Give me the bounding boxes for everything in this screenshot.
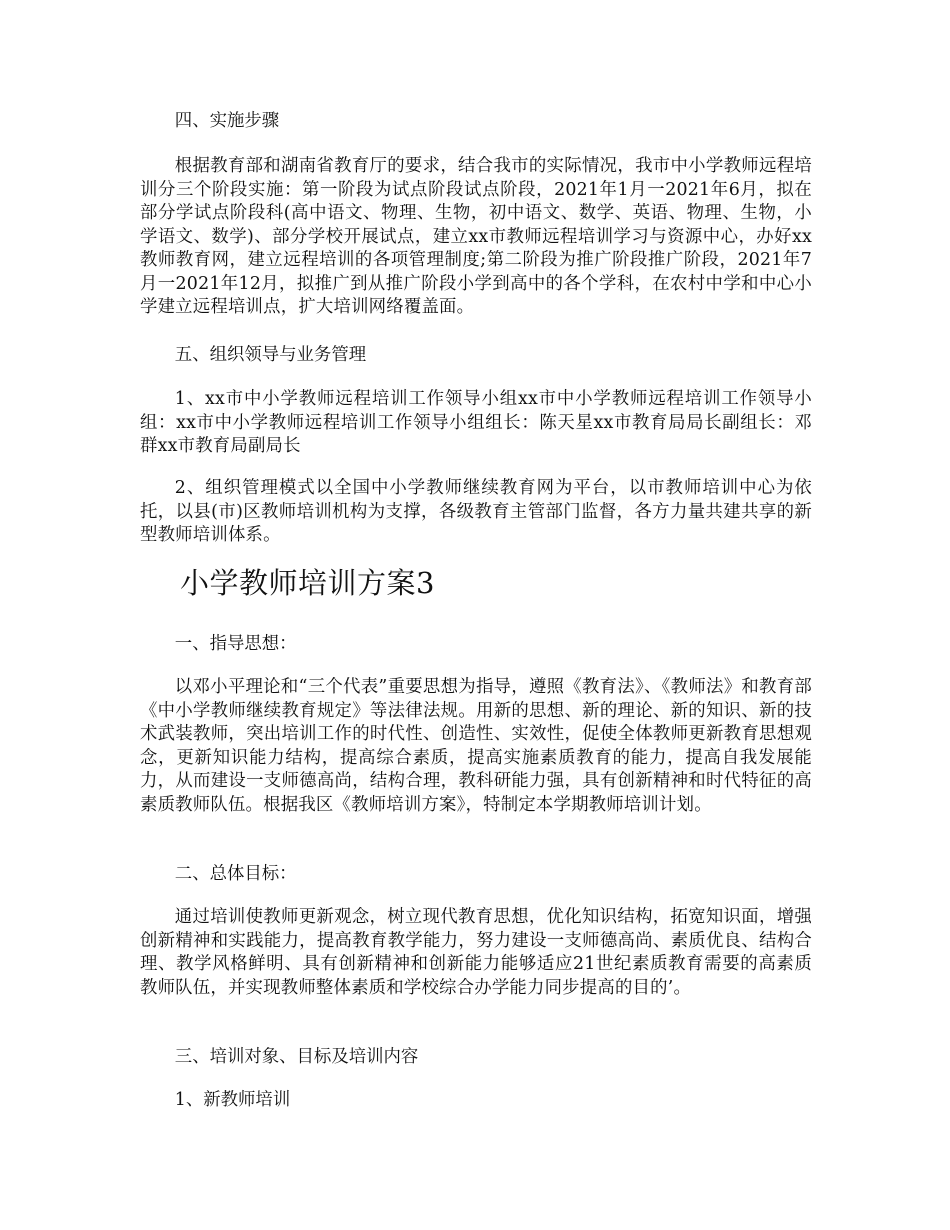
overall-goal-heading: 二、总体目标： <box>174 864 297 884</box>
section-four-body: 根据教育部和湖南省教育厅的要求，结合我市的实际情况，我市中小学教师远程培训分三个阶段实施：第一阶段为试点阶段试点阶段，2021年1月一2021年6月，拟在部分学试点阶段科(高中语文、物理、生物，初中语文、数学、英语、物理、生物，小学语文、数学)、部分学校开展试点，建立xx市教师远程培训学习与资源中心，办好xx教师教育网，建立远程培训的各项管理制度;第二阶段为推广阶段推广阶段，2021年7月一2021年12月，拟推广到从推广阶段小学到高中的各个学科，在农村中学和中心小学建立远程培训点，扩大培训网络覆盖面。 <box>140 156 812 317</box>
section-five-item-1: 1、xx市中小学教师远程培训工作领导小组xx市中小学教师远程培训工作领导小组：xx市中小学教师远程培训工作领导小组组长：陈天星xx市教育局局长副组长：邓群xx市教育局副局长 <box>140 389 812 456</box>
new-teacher-training-item: 1、新教师培训 <box>174 1090 291 1110</box>
overall-goal-body: 通过培训使教师更新观念，树立现代教育思想，优化知识结构，拓宽知识面，增强创新精神和实践能力，提高教育教学能力，努力建设一支师德高尚、素质优良、结构合理、教学风格鲜明、具有创新精神和创新能力能够适应21世纪素质教育需要的高素质教师队伍，并实现教师整体素质和学校综合办学能力同步提高的目的’。 <box>140 907 812 998</box>
plan-3-title: 小学教师培训方案3 <box>180 566 435 600</box>
training-target-heading: 三、培训对象、目标及培训内容 <box>174 1047 419 1067</box>
section-five-heading: 五、组织领导与业务管理 <box>174 345 367 365</box>
section-four-heading: 四、实施步骤 <box>174 111 280 131</box>
guiding-thought-heading: 一、指导思想： <box>174 634 297 654</box>
section-five-item-2: 2、组织管理模式以全国中小学教师继续教育网为平台，以市教师培训中心为依托，以县(市)区教师培训机构为支撑，各级教育主管部门监督，各方力量共建共享的新型教师培训体系。 <box>140 478 812 545</box>
guiding-thought-body: 以邓小平理论和“三个代表”重要思想为指导，遵照《教育法》、《教师法》和教育部《中小学教师继续教育规定》等法律法规。用新的思想、新的理论、新的知识、新的技术武装教师，突出培训工作的时代性、创造性、实效性，促使全体教师更新教育思想观念，更新知识能力结构，提高综合素质，提高实施素质教育的能力，提高自我发展能力，从而建设一支师德高尚，结构合理，教科研能力强，具有创新精神和时代特征的高素质教师队伍。根据我区《教师培训方案》，特制定本学期教师培训计划。 <box>140 677 812 815</box>
